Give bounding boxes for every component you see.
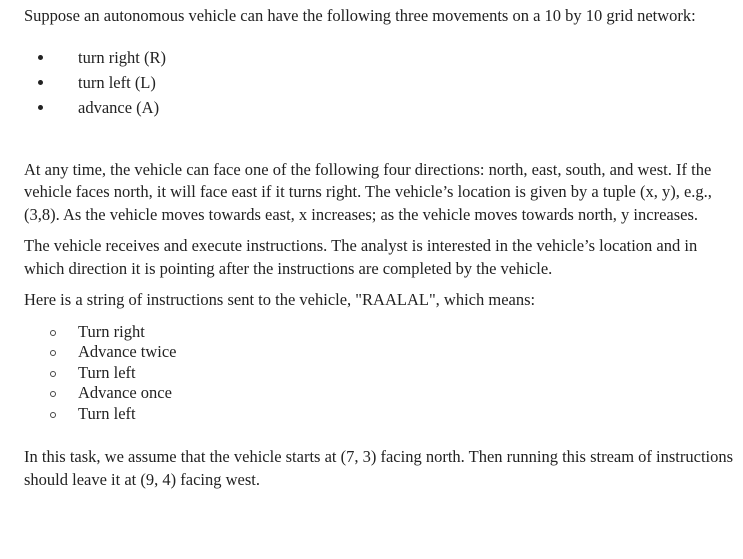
list-item xyxy=(50,383,734,404)
instruction-label: Advance twice xyxy=(78,342,177,362)
movement-label: advance (A) xyxy=(78,97,160,117)
circle-bullet-icon xyxy=(50,412,56,418)
intro-paragraph: Suppose an autonomous vehicle can have the following three movements on a 10 by 10 grid network: xyxy=(24,6,696,25)
circle-bullet-icon xyxy=(50,391,56,397)
bullet-icon xyxy=(38,80,43,85)
instruction-label: Turn left xyxy=(78,403,136,423)
list-item xyxy=(50,342,734,363)
circle-bullet-icon xyxy=(50,371,56,377)
instruction-label: Turn right xyxy=(78,321,145,341)
list-item xyxy=(50,363,734,384)
list-item xyxy=(50,404,734,425)
instructions-intro: Here is a string of instructions sent to the vehicle, "RAALAL", which means: xyxy=(24,290,536,309)
circle-bullet-icon xyxy=(50,350,56,356)
list-item xyxy=(38,45,734,70)
conclusion-paragraph: In this task, we assume that the vehicle starts at (7, 3) facing north. Then running this stream of instructions should leave it at (9, 4) facing west. xyxy=(24,447,734,489)
list-item xyxy=(38,70,734,95)
list-item xyxy=(38,95,734,120)
movements-list xyxy=(38,45,734,120)
analyst-paragraph: The vehicle receives and execute instructions. The analyst is interested in the vehicle’s location and in which direction it is pointing after the instructions are completed by the vehicle. xyxy=(24,236,698,278)
movement-label: turn right (R) xyxy=(78,47,166,67)
instructions-list xyxy=(50,322,734,425)
document xyxy=(24,5,734,491)
directions-paragraph: At any time, the vehicle can face one of the following four directions: north, east, south, and west. If the vehicle faces north, it will face east if it turns right. The vehicle’s location is given by a tuple (x, y), e.g., (3,8). As the vehicle moves towards east, x increases; as the vehicle moves towards north, y increases. xyxy=(24,159,712,224)
instruction-label: Turn left xyxy=(78,362,136,382)
bullet-icon xyxy=(38,55,43,60)
instruction-label: Advance once xyxy=(78,383,172,403)
circle-bullet-icon xyxy=(50,330,56,336)
list-item xyxy=(50,322,734,343)
bullet-icon xyxy=(38,105,43,110)
movement-label: turn left (L) xyxy=(78,72,156,92)
